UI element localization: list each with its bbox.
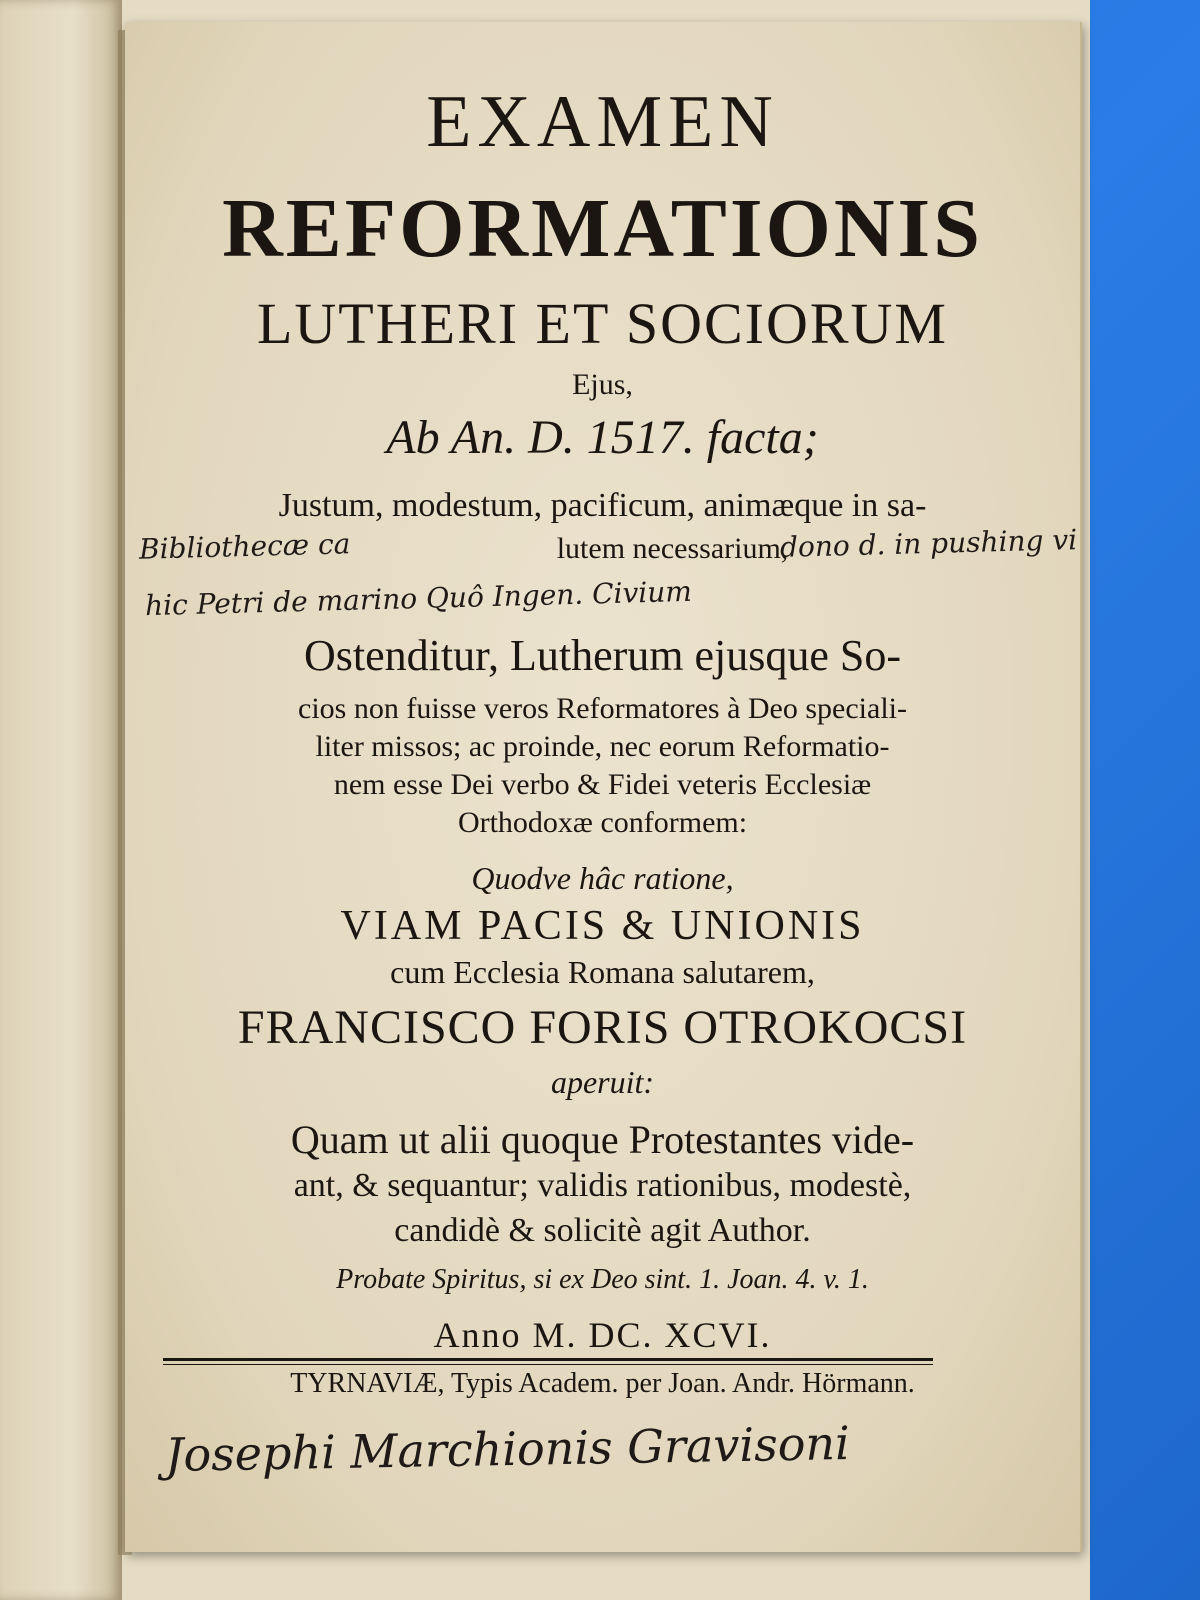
title-line-anno: Anno M. DC. XCVI. [433,1315,772,1355]
title-line-author: FRANCISCO FORIS OTROKOCSI [237,1001,968,1054]
title-line-sequantur: ant, & sequantur; validis rationibus, modestè, [293,1167,912,1204]
title-line-socios: cios non fuisse veros Reformatores à Deo speciali- [298,692,907,725]
handwritten-inscription-b: dono d. in pushing vi [779,523,1078,564]
title-line-dei-verbo: nem esse Dei verbo & Fidei veteris Ecclesiæ [333,768,872,801]
handwritten-inscription-a: Bibliothecæ ca [138,527,351,566]
title-line-candide: candidè & solicitè agit Author. [394,1212,811,1249]
left-page [0,0,122,1600]
title-line-quam: Quam ut alii quoque Protestantes vide- [290,1117,915,1162]
handwritten-inscription-c: hic Petri de marino Quô Ingen. Civium [144,574,693,623]
title-line-justum: Justum, modestum, pacificum, animæque in sa- [278,487,927,524]
title-line-orthodoxae: Orthodoxæ conformem: [457,806,748,839]
title-line-missos: liter missos; ac proinde, nec eorum Reformatio- [315,730,890,763]
title-line-ejus: Ejus, [572,368,633,401]
title-line-viam-pacis: VIAM PACIS & UNIONIS [340,903,865,949]
title-line-quodve: Quodve hâc ratione, [471,860,734,896]
title-line-examen: EXAMEN [426,81,779,163]
title-line-probate: Probate Spiritus, si ex Deo sint. 1. Joan. 4. v. 1. [336,1264,869,1295]
title-line-ecclesia-romana: cum Ecclesia Romana salutarem, [390,954,815,990]
imprint-line: TYRNAVIÆ, Typis Academ. per Joan. Andr. Hörmann. [290,1368,915,1399]
title-line-reformationis: REFORMATIONIS [222,182,983,275]
imprint-rule-thin [163,1364,933,1365]
title-line-aperuit: aperuit: [550,1064,655,1100]
title-line-ostenditur: Ostenditur, Lutherum ejusque So- [303,631,902,680]
title-line-lutem: lutem necessarium, [556,532,789,565]
handwritten-signature: Josephi Marchionis Gravisoni [164,1416,851,1482]
title-line-lutheri: LUTHERI ET SOCIORUM [256,291,949,356]
title-line-year: Ab An. D. 1517. facta; [386,411,819,464]
imprint-rule [163,1358,933,1361]
title-page [125,22,1082,1552]
